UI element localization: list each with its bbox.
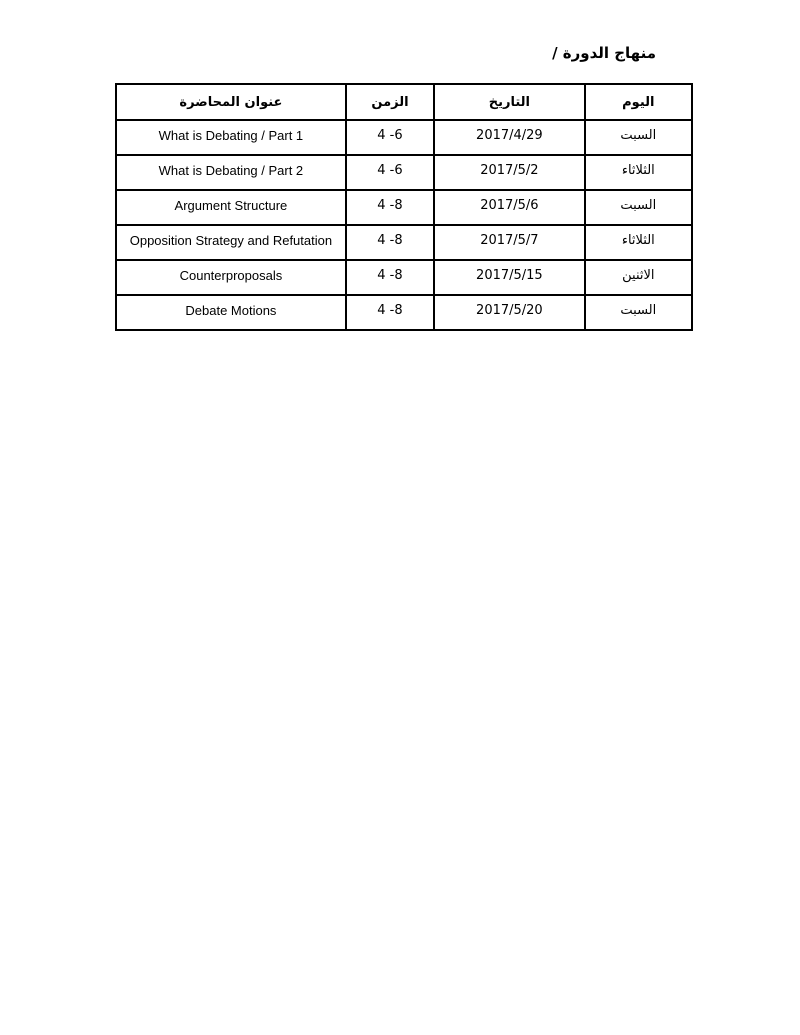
lecture-title-cell: What is Debating / Part 1 — [116, 120, 346, 155]
lecture-title-cell: Counterproposals — [116, 260, 346, 295]
date-cell: 2017/5/15 — [434, 260, 585, 295]
lecture-title-cell: What is Debating / Part 2 — [116, 155, 346, 190]
course-syllabus-heading: منهاج الدورة / — [552, 44, 656, 62]
table-row — [116, 225, 692, 260]
table-row — [116, 155, 692, 190]
table-header-row — [116, 84, 692, 120]
table-row — [116, 190, 692, 225]
time-cell: 4 -8 — [346, 225, 434, 260]
day-cell: السبت — [585, 295, 692, 330]
time-cell: 4 -6 — [346, 120, 434, 155]
day-cell: الثلاثاء — [585, 155, 692, 190]
lecture-title-cell: Argument Structure — [116, 190, 346, 225]
day-cell: الثلاثاء — [585, 225, 692, 260]
lecture-title-cell: Debate Motions — [116, 295, 346, 330]
date-cell: 2017/5/2 — [434, 155, 585, 190]
date-cell: 2017/4/29 — [434, 120, 585, 155]
table-row — [116, 260, 692, 295]
header-day: اليوم — [585, 84, 692, 120]
date-cell: 2017/5/7 — [434, 225, 585, 260]
time-cell: 4 -8 — [346, 260, 434, 295]
lecture-title-cell: Opposition Strategy and Refutation — [116, 225, 346, 260]
date-cell: 2017/5/6 — [434, 190, 585, 225]
day-cell: السبت — [585, 190, 692, 225]
day-cell: الاثنين — [585, 260, 692, 295]
time-cell: 4 -6 — [346, 155, 434, 190]
table-row — [116, 295, 692, 330]
header-lecture-title: عنوان المحاضرة — [116, 84, 346, 120]
time-cell: 4 -8 — [346, 295, 434, 330]
day-cell: السبت — [585, 120, 692, 155]
header-time: الزمن — [346, 84, 434, 120]
table-row — [116, 120, 692, 155]
time-cell: 4 -8 — [346, 190, 434, 225]
date-cell: 2017/5/20 — [434, 295, 585, 330]
header-date: التاريخ — [434, 84, 585, 120]
syllabus-table — [115, 83, 693, 331]
